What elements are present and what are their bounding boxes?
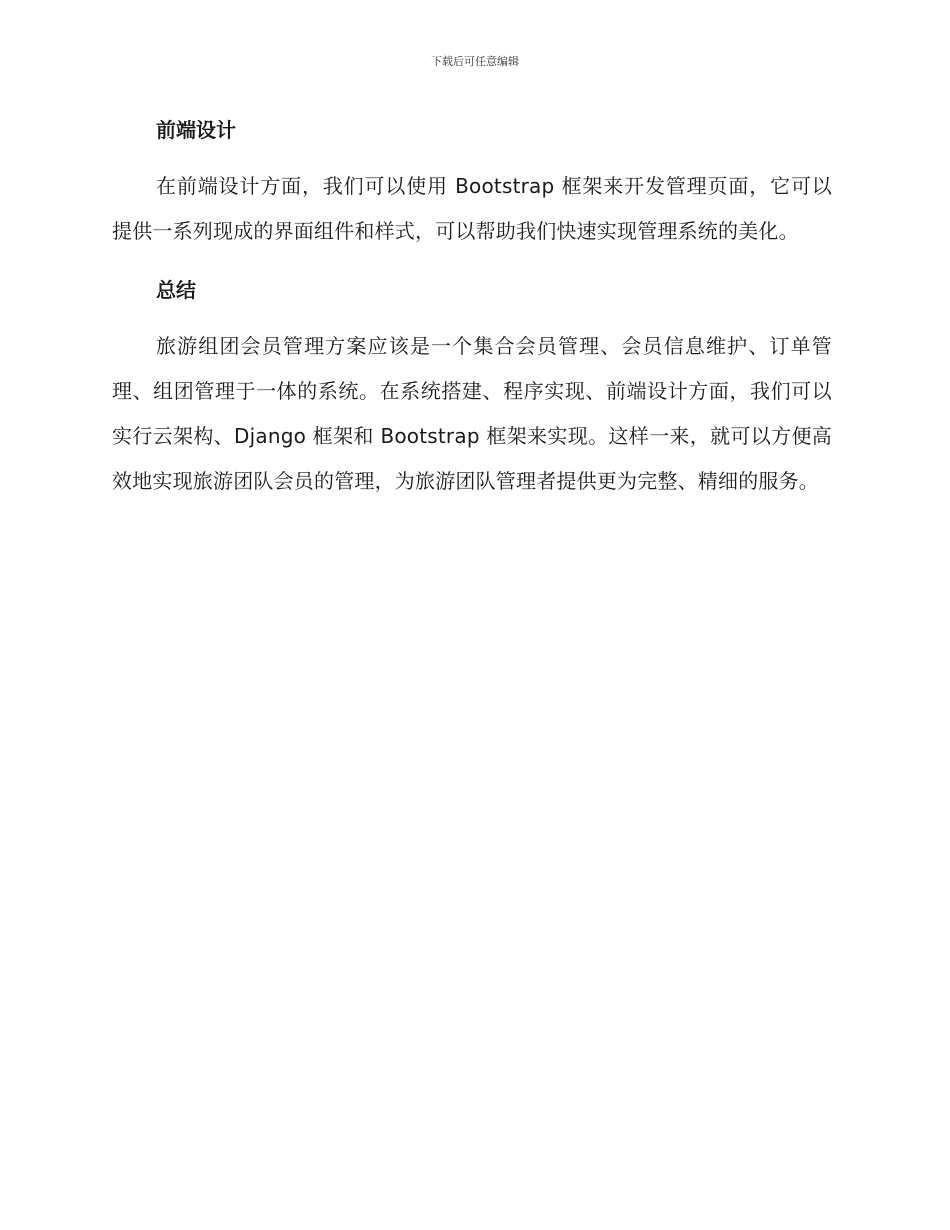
section-paragraph-summary: 旅游组团会员管理方案应该是一个集合会员管理、会员信息维护、订单管理、组团管理于一体的系统。在系统搭建、程序实现、前端设计方面，我们可以实行云架构、Django 框架和 Bootstrap 框架来实现。这样一来，就可以方便高效地实现旅游团队会员的管理，为旅游团队管理者提供更为完整、精细的服务。	[112, 334, 832, 493]
section-heading-summary: 总结	[156, 278, 196, 302]
document-body	[112, 108, 832, 504]
page-header: 下载后可任意编辑	[431, 55, 519, 68]
section-paragraph-frontend: 在前端设计方面，我们可以使用 Bootstrap 框架来开发管理页面，它可以提供一系列现成的界面组件和样式，可以帮助我们快速实现管理系统的美化。	[112, 174, 832, 243]
section-heading-frontend: 前端设计	[156, 118, 236, 142]
